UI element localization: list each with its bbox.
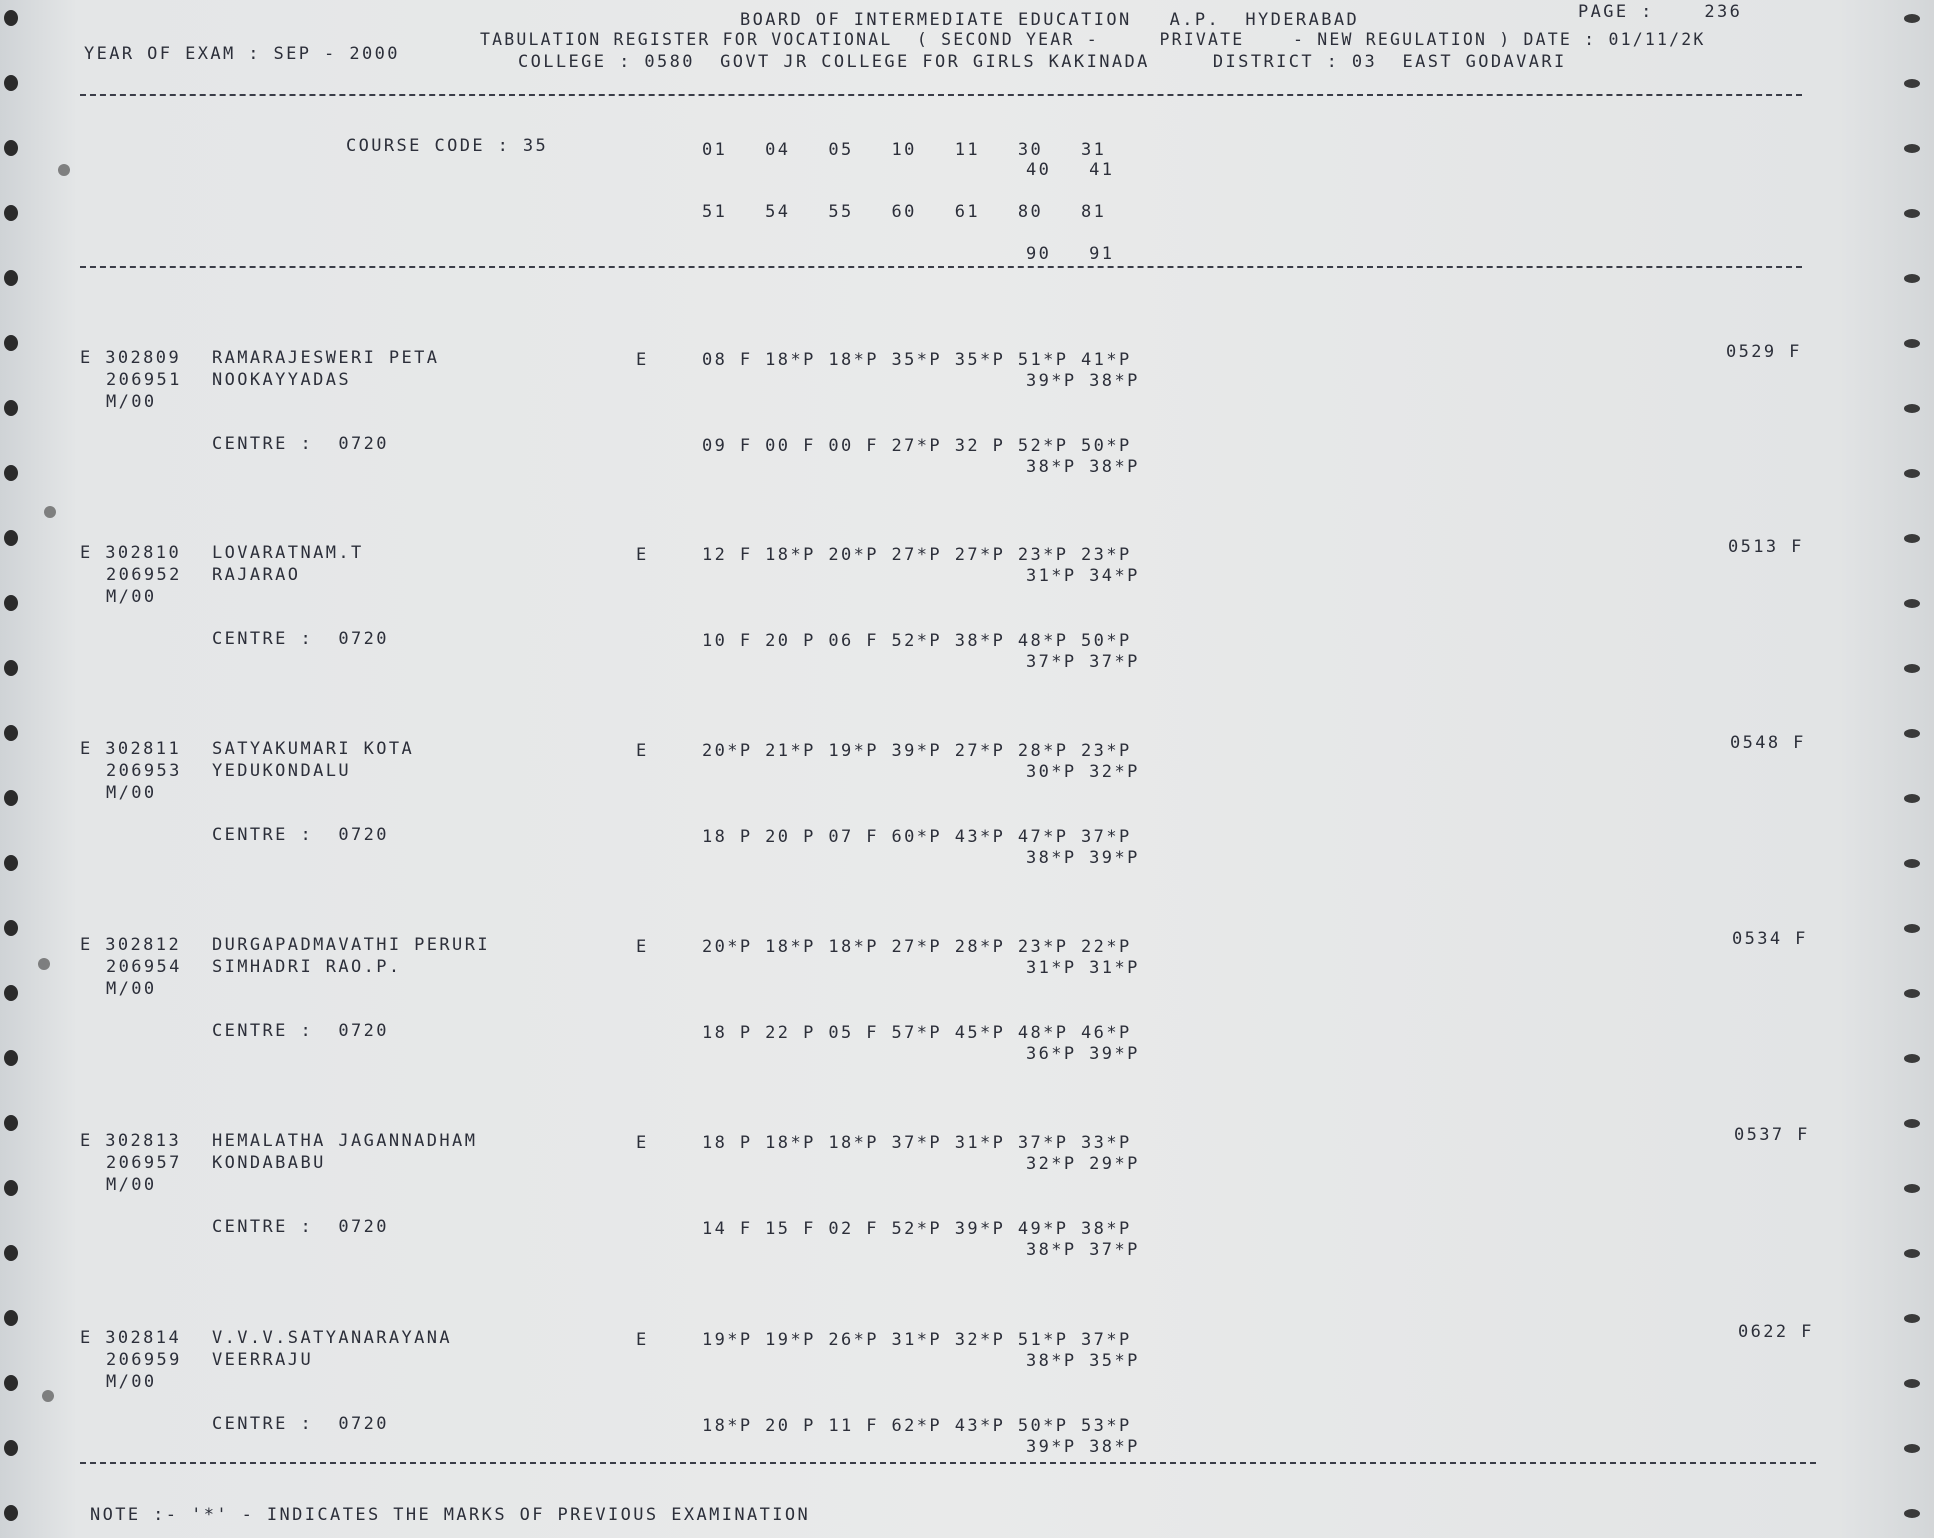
feed-hole [1904,1444,1920,1453]
hall-ticket-number: E 302811 [80,739,182,759]
divider-top [80,94,1802,96]
feed-hole [1904,14,1920,23]
hall-ticket-number: E 302814 [80,1328,182,1348]
feed-hole [4,790,18,806]
feed-hole [1904,1119,1920,1128]
marks-row-1: 12 F 18*P 20*P 27*P 27*P 23*P 23*P [702,545,1132,565]
candidate-name: SATYAKUMARI KOTA [212,739,415,759]
college-line: COLLEGE : 0580 GOVT JR COLLEGE FOR GIRLS KAKINADA DISTRICT : 03 EAST GODAVARI [518,52,1567,72]
marks-row-1: 19*P 19*P 26*P 31*P 32*P 51*P 37*P [702,1330,1132,1350]
feed-hole [1904,1379,1920,1388]
subject-codes-row1: 01 04 05 10 11 30 31 [702,140,1107,160]
marks-row-1: 18 P 18*P 18*P 37*P 31*P 37*P 33*P [702,1133,1132,1153]
candidate-name: LOVARATNAM.T [212,543,364,563]
medium-code: E [636,1330,649,1350]
candidate-name: HEMALATHA JAGANNADHAM [212,1131,478,1151]
exam-centre: CENTRE : 0720 [212,629,389,649]
feed-hole [1904,794,1920,803]
ink-speck [44,506,56,518]
marks-row-2: 09 F 00 F 00 F 27*P 32 P 52*P 50*P [702,436,1132,456]
feed-hole [4,985,18,1001]
marks-row-2b: 38*P 38*P [1026,457,1140,477]
medium-code: E [636,350,649,370]
feed-hole [1904,144,1920,153]
feed-hole [4,1050,18,1066]
feed-hole [1904,664,1920,673]
medium-code: E [636,1133,649,1153]
subject-codes-row2: 51 54 55 60 61 80 81 [702,202,1107,222]
footnote: NOTE :- '*' - INDICATES THE MARKS OF PREVIOUS EXAMINATION [90,1505,811,1525]
feed-hole [4,660,18,676]
marks-row-1: 08 F 18*P 18*P 35*P 35*P 51*P 41*P [702,350,1132,370]
divider-bottom [80,1462,1816,1464]
ink-speck [38,958,50,970]
category-code: M/00 [106,392,157,412]
marks-row-2b: 38*P 37*P [1026,1240,1140,1260]
ink-speck [42,1390,54,1402]
marks-row-1b: 39*P 38*P [1026,371,1140,391]
page-number: PAGE : 236 [1578,2,1743,22]
feed-hole [4,1115,18,1131]
feed-hole [4,1245,18,1261]
grand-total-result: 0622 F [1738,1322,1814,1342]
registration-number: 206954 [106,957,182,977]
exam-centre: CENTRE : 0720 [212,1021,389,1041]
divider-course [80,266,1802,268]
medium-code: E [636,741,649,761]
ink-speck [58,164,70,176]
hall-ticket-number: E 302813 [80,1131,182,1151]
feed-hole [1904,79,1920,88]
father-name: SIMHADRI RAO.P. [212,957,402,977]
subject-codes-row3: 90 91 [1026,244,1115,264]
feed-hole [4,595,18,611]
feed-hole [4,465,18,481]
feed-hole [1904,339,1920,348]
feed-hole [1904,404,1920,413]
marks-row-1b: 31*P 31*P [1026,958,1140,978]
feed-hole [1904,599,1920,608]
marks-row-2: 14 F 15 F 02 F 52*P 39*P 49*P 38*P [702,1219,1132,1239]
feed-hole [4,1440,18,1456]
board-title: BOARD OF INTERMEDIATE EDUCATION A.P. HYDERABAD [740,10,1360,30]
category-code: M/00 [106,783,157,803]
marks-row-1b: 30*P 32*P [1026,762,1140,782]
marks-row-1b: 32*P 29*P [1026,1154,1140,1174]
father-name: NOOKAYYADAS [212,370,351,390]
feed-hole [1904,469,1920,478]
medium-code: E [636,545,649,565]
candidate-name: DURGAPADMAVATHI PERURI [212,935,490,955]
feed-hole [4,725,18,741]
feed-hole [1904,729,1920,738]
marks-row-2: 18 P 22 P 05 F 57*P 45*P 48*P 46*P [702,1023,1132,1043]
category-code: M/00 [106,979,157,999]
feed-hole [4,1310,18,1326]
marks-row-1b: 38*P 35*P [1026,1351,1140,1371]
exam-centre: CENTRE : 0720 [212,1414,389,1434]
father-name: YEDUKONDALU [212,761,351,781]
marks-row-2: 10 F 20 P 06 F 52*P 38*P 48*P 50*P [702,631,1132,651]
feed-hole [1904,989,1920,998]
register-title: TABULATION REGISTER FOR VOCATIONAL ( SECOND YEAR - PRIVATE - NEW REGULATION ) DATE : 01/11/2K [480,30,1706,49]
hall-ticket-number: E 302809 [80,348,182,368]
feed-hole [4,920,18,936]
marks-row-2: 18 P 20 P 07 F 60*P 43*P 47*P 37*P [702,827,1132,847]
feed-hole [1904,1509,1920,1518]
medium-code: E [636,937,649,957]
father-name: RAJARAO [212,565,301,585]
registration-number: 206959 [106,1350,182,1370]
exam-centre: CENTRE : 0720 [212,825,389,845]
candidate-name: V.V.V.SATYANARAYANA [212,1328,453,1348]
category-code: M/00 [106,587,157,607]
registration-number: 206952 [106,565,182,585]
marks-row-2b: 37*P 37*P [1026,652,1140,672]
feed-hole [1904,1249,1920,1258]
category-code: M/00 [106,1372,157,1392]
feed-hole [4,400,18,416]
feed-hole [1904,859,1920,868]
course-code: COURSE CODE : 35 [346,136,549,156]
grand-total-result: 0513 F [1728,537,1804,557]
grand-total-result: 0534 F [1732,929,1808,949]
feed-hole [4,1505,18,1521]
marks-row-1: 20*P 21*P 19*P 39*P 27*P 28*P 23*P [702,741,1132,761]
feed-hole [4,140,18,156]
marks-row-1: 20*P 18*P 18*P 27*P 28*P 23*P 22*P [702,937,1132,957]
candidate-name: RAMARAJESWERI PETA [212,348,440,368]
exam-centre: CENTRE : 0720 [212,434,389,454]
registration-number: 206951 [106,370,182,390]
marks-row-2b: 39*P 38*P [1026,1437,1140,1457]
feed-hole [1904,1184,1920,1193]
father-name: VEERRAJU [212,1350,314,1370]
hall-ticket-number: E 302812 [80,935,182,955]
feed-hole [4,335,18,351]
feed-hole [1904,209,1920,218]
registration-number: 206957 [106,1153,182,1173]
grand-total-result: 0529 F [1726,342,1802,362]
feed-hole [4,10,18,26]
feed-hole [1904,1054,1920,1063]
marks-row-2b: 36*P 39*P [1026,1044,1140,1064]
feed-hole [1904,924,1920,933]
feed-hole [1904,534,1920,543]
feed-hole [1904,1314,1920,1323]
exam-centre: CENTRE : 0720 [212,1217,389,1237]
father-name: KONDABABU [212,1153,326,1173]
marks-row-2b: 38*P 39*P [1026,848,1140,868]
feed-hole [4,205,18,221]
subject-codes-row1b: 40 41 [1026,160,1115,180]
feed-hole [4,530,18,546]
marks-row-2: 18*P 20 P 11 F 62*P 43*P 50*P 53*P [702,1416,1132,1436]
marks-row-1b: 31*P 34*P [1026,566,1140,586]
year-of-exam: YEAR OF EXAM : SEP - 2000 [84,44,400,64]
grand-total-result: 0548 F [1730,733,1806,753]
feed-hole [4,270,18,286]
feed-hole [4,855,18,871]
feed-hole [4,1180,18,1196]
feed-hole [4,75,18,91]
category-code: M/00 [106,1175,157,1195]
registration-number: 206953 [106,761,182,781]
feed-hole [1904,274,1920,283]
grand-total-result: 0537 F [1734,1125,1810,1145]
hall-ticket-number: E 302810 [80,543,182,563]
feed-hole [4,1375,18,1391]
